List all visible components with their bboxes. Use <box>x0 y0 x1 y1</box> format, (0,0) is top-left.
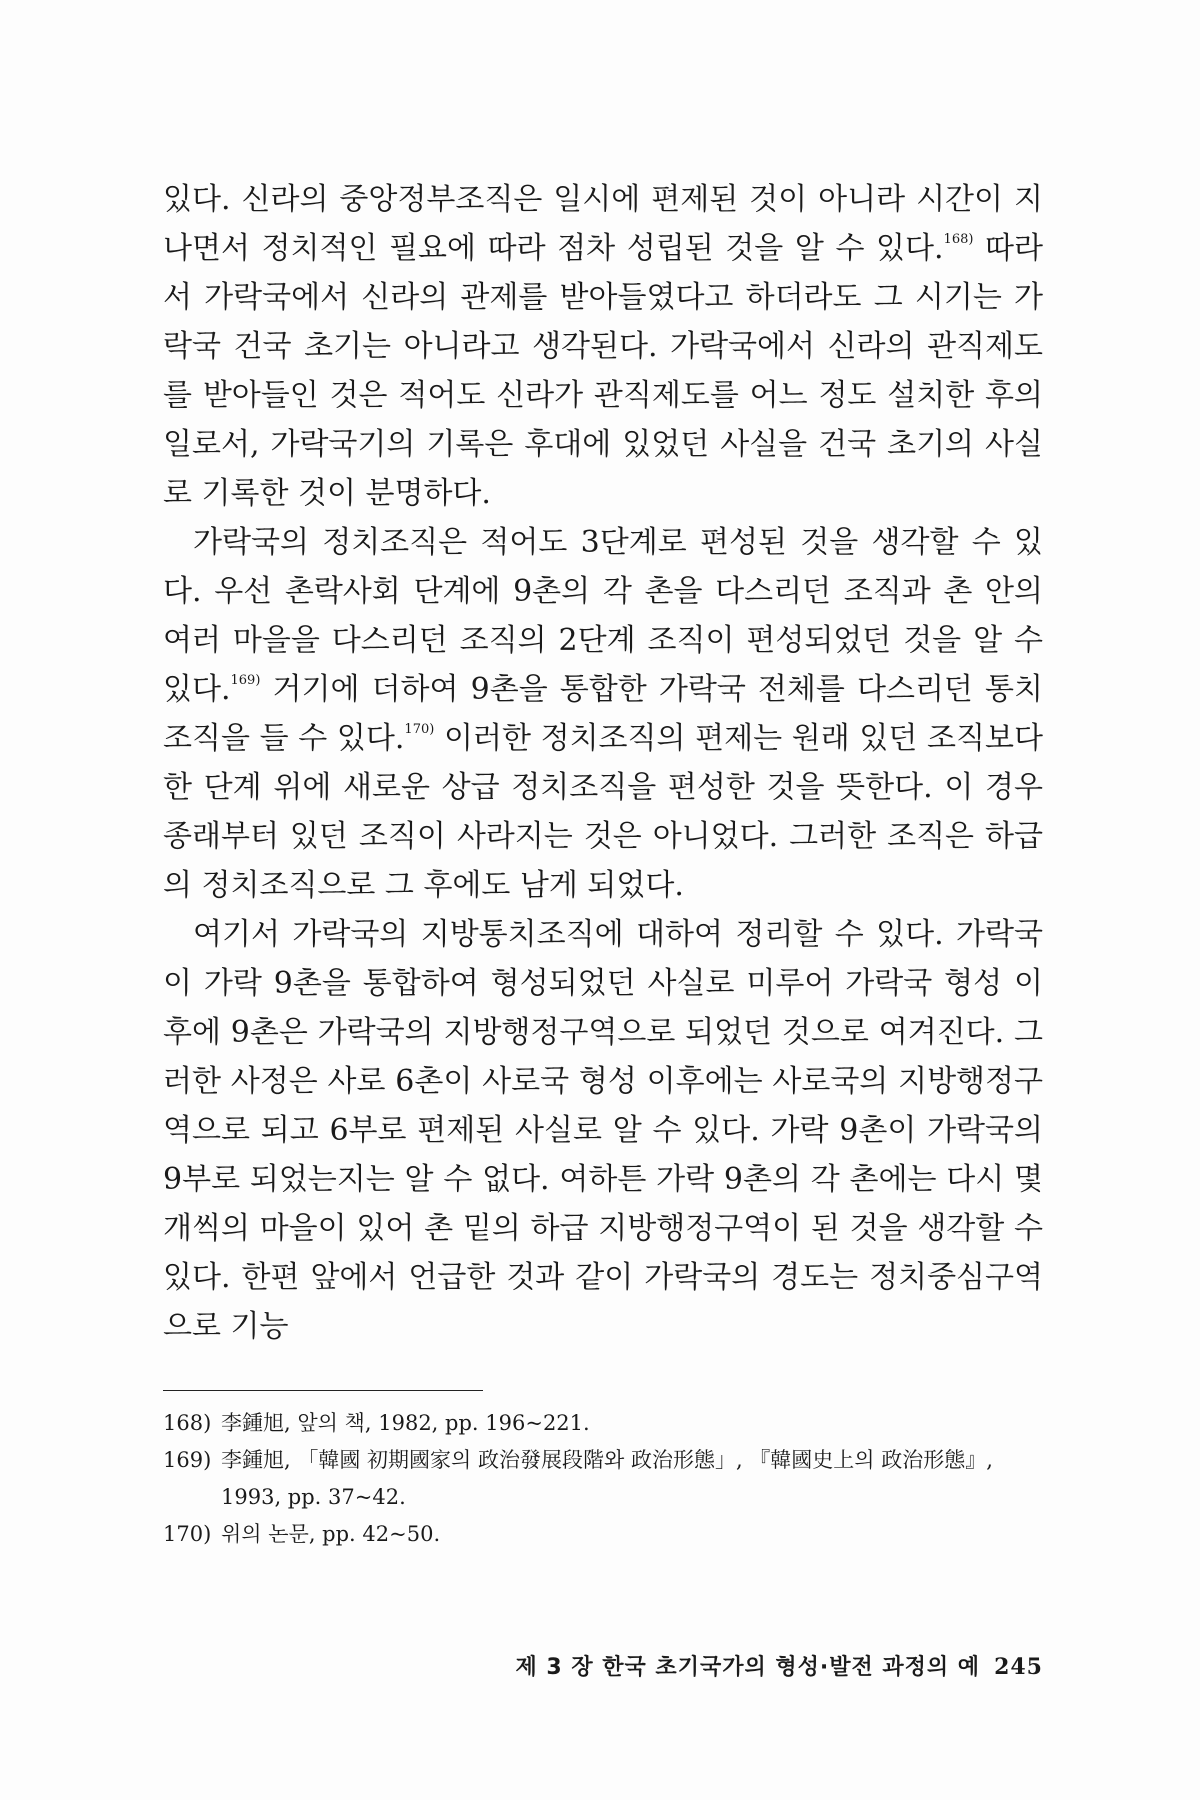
footnote-168 <box>163 1405 1043 1442</box>
body-text <box>163 175 1043 1351</box>
footnote-divider <box>163 1390 483 1391</box>
footnote-number: 169) <box>163 1448 212 1472</box>
paragraph-text: 있다. 신라의 중앙정부조직은 일시에 편제된 것이 아니라 시간이 지나면서 정치적인 필요에 따라 점차 성립된 것을 알 수 있다. <box>163 182 1043 266</box>
paragraph <box>163 175 1043 518</box>
footnote-reference: 168) <box>943 232 974 247</box>
footnote-text: 李鍾旭, 앞의 책, 1982, pp. 196~221. <box>221 1411 590 1435</box>
paragraph <box>163 910 1043 1351</box>
footnote-169 <box>163 1442 1043 1516</box>
footnote-text: 위의 논문, pp. 42~50. <box>221 1522 441 1546</box>
page-footer <box>515 1650 1043 1681</box>
footnote-reference: 169) <box>230 673 261 688</box>
footnote-reference: 170) <box>404 722 435 737</box>
footnote-number: 168) <box>163 1411 212 1435</box>
footnote-text: 李鍾旭, 「韓國 初期國家의 政治發展段階와 政治形態」, 『韓國史上의 政治形態』, 1993, pp. 37~42. <box>221 1448 993 1509</box>
paragraph-text: 여기서 가락국의 지방통치조직에 대하여 정리할 수 있다. 가락국이 가락 9촌을 통합하여 형성되었던 사실로 미루어 가락국 형성 이후에 9촌은 가락국의 지방행정구역으로 되었던 것으로 여겨진다. 그러한 사정은 사로 6촌이 사로국 형성 이후에는 사로국의 지방행정구역으로 되고 6부로 편제된 사실로 알 수 있다. 가락 9촌이 가락국의 9부로 되었는지는 알 수 없다. 여하튼 가락 9촌의 각 촌에는 다시 몇 개씩의 마을이 있어 촌 밑의 하급 지방행정구역이 된 것을 생각할 수 있다. 한편 앞에서 언급한 것과 같이 가락국의 경도는 정치중심구역으로 기능 <box>163 917 1043 1344</box>
paragraph-text: 거기에 더하여 9촌을 통합한 가락국 전체를 다스리던 통치조직을 들 수 있다. <box>163 672 1043 756</box>
footnotes <box>163 1405 1043 1553</box>
page-number: 245 <box>994 1654 1043 1680</box>
paragraph-text: 이러한 정치조직의 편제는 원래 있던 조직보다 한 단계 위에 새로운 상급 정치조직을 편성한 것을 뜻한다. 이 경우 종래부터 있던 조직이 사라지는 것은 아니었다. 그러한 조직은 하급의 정치조직으로 그 후에도 남게 되었다. <box>163 721 1043 903</box>
paragraph <box>163 518 1043 910</box>
running-head: 제 3 장 한국 초기국가의 형성·발전 과정의 예 <box>515 1655 981 1680</box>
paragraph-text: 따라서 가락국에서 신라의 관제를 받아들였다고 하더라도 그 시기는 가락국 건국 초기는 아니라고 생각된다. 가락국에서 신라의 관직제도를 받아들인 것은 적어도 신라가 관직제도를 어느 정도 설치한 후의 일로서, 가락국기의 기록은 후대에 있었던 사실을 건국 초기의 사실로 기록한 것이 분명하다. <box>163 231 1044 511</box>
footnote-number: 170) <box>163 1522 212 1546</box>
footnote-170 <box>163 1516 1043 1553</box>
paragraph-text: 가락국의 정치조직은 적어도 3단계로 편성된 것을 생각할 수 있다. 우선 촌락사회 단계에 9촌의 각 촌을 다스리던 조직과 촌 안의 여러 마을을 다스리던 조직의 2단계 조직이 편성되었던 것을 알 수 있다. <box>163 525 1043 707</box>
